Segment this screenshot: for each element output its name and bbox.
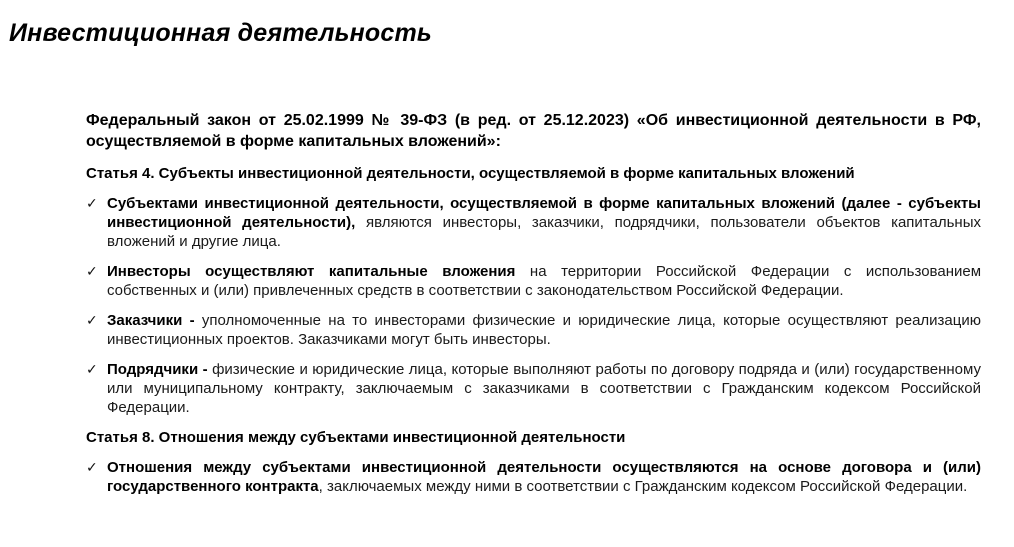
article-heading: Статья 4. Субъекты инвестиционной деятельности, осуществляемой в форме капитальных вложений	[86, 165, 855, 182]
item-text: уполномоченные на то инвесторами физические и юридические лица, которые осуществляют реализацию инвестиционных проектов. Заказчиками могут быть инвесторы.	[107, 312, 981, 348]
item-bold-text: Субъектами инвестиционной деятельности, осуществляемой в форме капитальных вложений (далее - субъекты инвестиционной деятельности),	[107, 195, 981, 231]
item-text: физические и юридические лица, которые выполняют работы по договору подряда и (или) государственному или муниципальному контракту, заключаемым с заказчиками в соответствии с Гражданским кодексом Российской Федерации.	[107, 361, 982, 416]
article-heading: Статья 8. Отношения между субъектами инвестиционной деятельности	[86, 429, 626, 446]
law-excerpt	[86, 110, 981, 507]
check-icon: ✓	[86, 312, 98, 328]
check-icon: ✓	[86, 361, 98, 377]
item-bold-text: Подрядчики -	[107, 361, 208, 378]
list-item	[86, 311, 981, 349]
article-4-list	[86, 194, 981, 417]
list-item	[86, 194, 981, 251]
item-text: , заключаемых между ними в соответствии с Гражданским кодексом Российской Федерации.	[318, 478, 968, 495]
check-icon: ✓	[86, 459, 98, 475]
list-item	[86, 262, 981, 300]
item-text: на территории Российской Федерации с использованием собственных и (или) привлеченных средств в соответствии с законодательством Российской Федерации.	[107, 263, 982, 299]
list-item	[86, 458, 981, 496]
item-bold-text: Отношения между субъектами инвестиционной деятельности осуществляются на основе договора и (или) государственного контракта	[107, 459, 981, 495]
item-bold-text: Инвесторы осуществляют капитальные вложения	[107, 263, 516, 280]
check-icon: ✓	[86, 195, 98, 211]
item-bold-text: Заказчики -	[107, 312, 195, 329]
law-heading: Федеральный закон от 25.02.1999 № 39-ФЗ (в ред. от 25.12.2023) «Об инвестиционной деятельности в РФ, осуществляемой в форме капитальных вложений»:	[86, 112, 981, 150]
article-4	[86, 164, 981, 417]
article-8	[86, 428, 981, 496]
list-item	[86, 360, 981, 417]
check-icon: ✓	[86, 263, 98, 279]
article-8-list	[86, 458, 981, 496]
item-text: являются инвесторы, заказчики, подрядчики, пользователи объектов капитальных вложений и другие лица.	[107, 214, 981, 250]
slide-title: Инвестиционная деятельность	[9, 19, 432, 47]
